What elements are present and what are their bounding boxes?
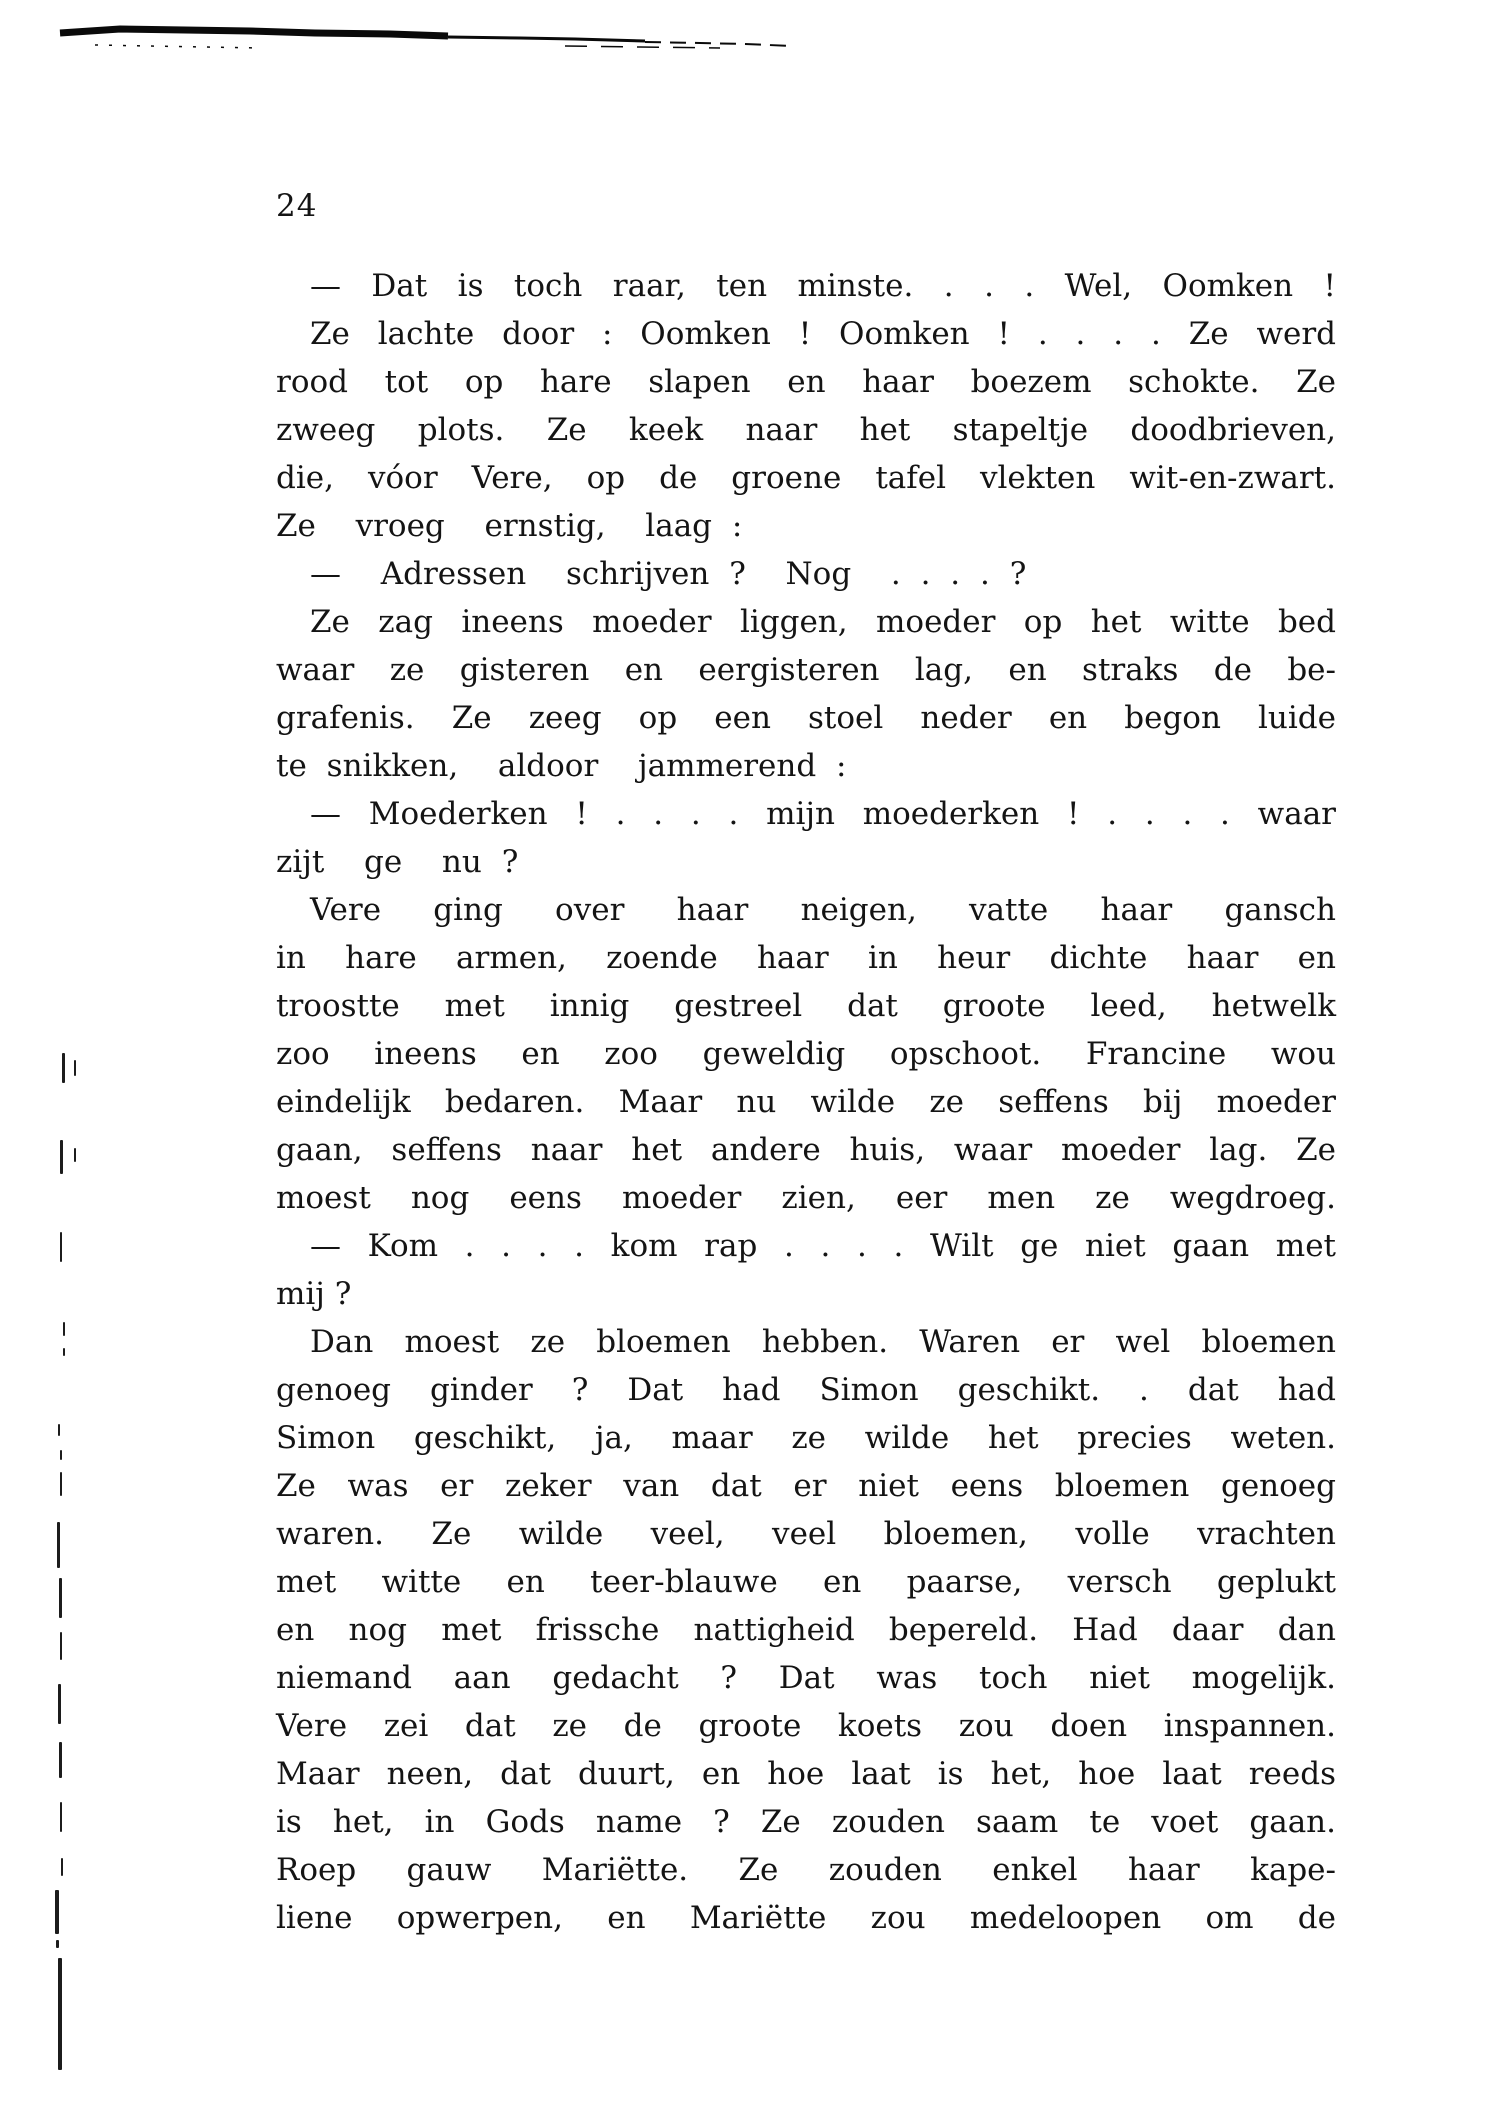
text-line: zoo ineens en zoo geweldig opschoot. Francine wou [276,1036,1336,1072]
text-line: moest nog eens moeder zien, eer men ze wegdroeg. [276,1180,1336,1216]
text-line: troostte met innig gestreel dat groote leed, hetwelk [276,988,1336,1024]
text-line: — Adressen schrijven ? Nog . . . . ? [310,556,1027,592]
scan-artifact-top-line [0,0,1500,70]
text-line: Dan moest ze bloemen hebben. Waren er wel bloemen [310,1324,1336,1360]
scan-mark [55,1890,59,1934]
scan-mark [60,1232,62,1262]
scan-mark [63,1348,65,1356]
scan-mark [62,1053,65,1083]
text-line: waren. Ze wilde veel, veel bloemen, volle vrachten [276,1516,1336,1552]
text-line: Simon geschikt, ja, maar ze wilde het precies weten. [276,1420,1336,1456]
scan-mark [56,1940,59,1948]
scan-mark [60,1802,62,1832]
text-line: Roep gauw Mariëtte. Ze zouden enkel haar kape- [276,1852,1336,1888]
scan-mark [74,1060,76,1076]
text-line: — Dat is toch raar, ten minste. . . . Wel, Oomken ! [310,268,1336,304]
text-line: genoeg ginder ? Dat had Simon geschikt. . dat had [276,1372,1336,1408]
text-line: die, vóor Vere, op de groene tafel vlekten wit-en-zwart. [276,460,1336,496]
text-line: Ze zag ineens moeder liggen, moeder op het witte bed [310,604,1336,640]
text-block [276,262,1336,1942]
text-line: grafenis. Ze zeeg op een stoel neder en begon luide [276,700,1336,736]
text-line: — Moederken ! . . . . mijn moederken ! . . . . waar [310,796,1336,832]
scan-mark [74,1148,76,1162]
text-line: — Kom . . . . kom rap . . . . Wilt ge niet gaan met [310,1228,1336,1264]
scan-mark [61,1858,63,1876]
text-line: met witte en teer-blauwe en paarse, versch geplukt [276,1564,1336,1600]
scan-mark [57,1522,60,1568]
text-line: in hare armen, zoende haar in heur dichte haar en [276,940,1336,976]
text-line: eindelijk bedaren. Maar nu wilde ze seffens bij moeder [276,1084,1336,1120]
scan-mark [59,1742,62,1778]
text-line: liene opwerpen, en Mariëtte zou medeloopen om de [276,1900,1336,1936]
page-number: 24 [276,188,318,224]
text-line: niemand aan gedacht ? Dat was toch niet mogelijk. [276,1660,1336,1696]
scan-mark [60,1140,63,1174]
scan-mark [58,1424,60,1436]
text-line: te snikken, aldoor jammerend : [276,748,847,784]
text-line: Ze vroeg ernstig, laag : [276,508,743,544]
text-line: en nog met frissche nattigheid bepereld. Had daar dan [276,1612,1336,1648]
scan-mark [60,1632,62,1660]
text-line: rood tot op hare slapen en haar boezem schokte. Ze [276,364,1336,400]
text-line: Vere ging over haar neigen, vatte haar gansch [310,892,1336,928]
scan-mark [63,1322,65,1336]
scan-mark [60,1450,62,1460]
text-line: Vere zei dat ze de groote koets zou doen inspannen. [276,1708,1336,1744]
scan-mark [60,1472,62,1496]
scan-mark [58,1684,61,1724]
text-line: is het, in Gods name ? Ze zouden saam te voet gaan. [276,1804,1336,1840]
text-line: zijt ge nu ? [276,844,519,880]
text-line: gaan, seffens naar het andere huis, waar moeder lag. Ze [276,1132,1336,1168]
scan-mark [58,1958,62,2070]
text-line: waar ze gisteren en eergisteren lag, en straks de be- [276,652,1336,688]
text-line: Ze was er zeker van dat er niet eens bloemen genoeg [276,1468,1336,1504]
text-line: mij ? [276,1276,352,1312]
scan-mark [59,1578,62,1618]
text-line: Maar neen, dat duurt, en hoe laat is het, hoe laat reeds [276,1756,1336,1792]
text-line: Ze lachte door : Oomken ! Oomken ! . . . . Ze werd [310,316,1336,352]
text-line: zweeg plots. Ze keek naar het stapeltje doodbrieven, [276,412,1336,448]
